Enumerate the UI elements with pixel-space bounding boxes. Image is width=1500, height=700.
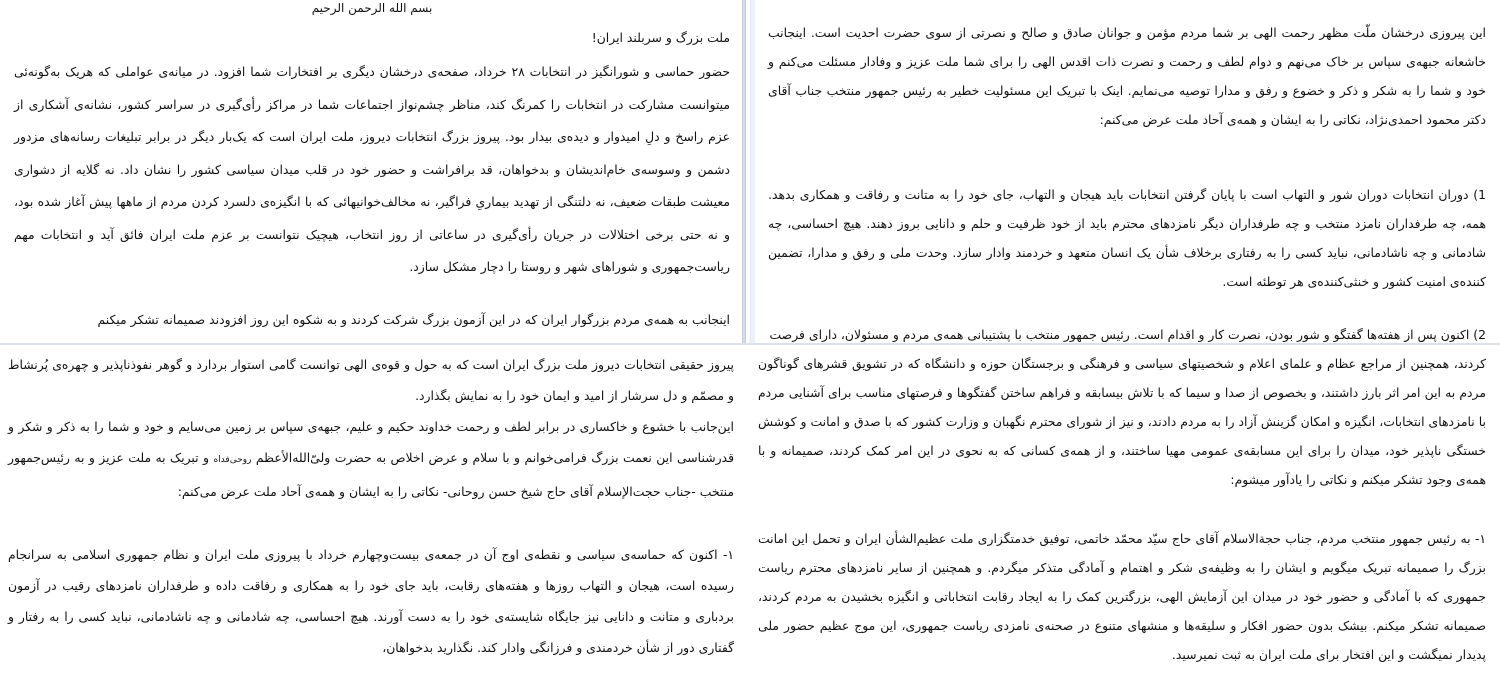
pane-divider [742, 0, 746, 345]
document-pane-top-right [760, 0, 1500, 345]
paragraph: ۱- اکنون که حماسه‌ی سیاسی و نقطه‌ی اوج آن در جمعه‌ی بیست‌وچهارم خرداد با پیروزی ملت ایران و نظام جمهوری اسلامی به سرانجام رسیده است، هیجان و التهاب روزها و هفته‌های رقابت، باید جای خود را به همکاری و رفاقت داده و طرفداران نامزدهای رقیب در آزمون بردباری و متانت و دانایی نیز جایگاه شایسته‌ی خود را به دست آورند. هیچ احساسی، چه شادمانی و چه ناشادمانی، نباید کسی را به رفتار و گفتاری دور از شأن خردمندی و فرزانگی وادار کند. نگذارید بدخواهان، [8, 547, 734, 655]
paragraph: ۱- به رئیس جمهور منتخب مردم، جناب حجةالاسلام آقای حاج سیّد محمّد خاتمی، توفیق خدمتگزاری ملت عظیم‌الشأن ایران و تحمل این امانت بزرگ را صمیمانه تبریک میگویم و ایشان را به وظیفه‌ی شکر و اهتمام و آمادگی متذکر میگردم. و همچنین از سایر نامزدهای محترم ریاست جمهوری که با آمادگی و حضور خود در میدان این آزمایش الهی، بزرگترین کمک را به ایجاد رقابت انتخاباتی و انگیزه بخشیدن به مردم کردند، صمیمانه تشکر میکنم. بیشک بدون حضور افکار و سلیقه‌ها و منشهای متنوع در صحنه‌ی نامزدی ریاست جمهوری، این موج عظیم حضور ملی پدیدار نمیگشت و این افتخار برای ملت ایران به ثبت نمیرسید. [758, 531, 1486, 662]
paragraph: 1) دوران انتخابات دوران شور و التهاب است با پایان گرفتن انتخابات باید هیجان و التهاب، جای خود را به متانت و رفاقت و همکاری بدهد. همه، چه طرفداران نامزد منتخب و چه طرفداران دیگر نامزدهای محترم باید از خود ظرفیت و حلم و دانایی بروز دهند. هیچ احساسی، چه شادمانی و چه ناشادمانی، نباید کسی را به رفتاری برخلاف شأن یک انسان متعهد و خردمند وادار سازد. وحدت ملی و رفق و مدارا، تضمین کننده‌ی امنیت کشور و خنثی‌کننده‌ی هر توطئه است. [768, 187, 1486, 289]
document-pane-bottom-right [750, 345, 1500, 700]
greeting-line: ملت بزرگ و سربلند ایران! [591, 30, 730, 45]
paragraph-cut-off: 2) اکنون پس از هفته‌ها گفتگو و شور بودن، نصرت کار و اقدام است. رئیس جمهور منتخب با پشتیبانی همه‌ی مردم و مسئولان، دارای فرصت [769, 327, 1486, 342]
document-pane-bottom-left [0, 345, 746, 700]
paragraph: حضور حماسی و شورانگیز در انتخابات ۲۸ خرداد، صفحه‌ی درخشان دیگری بر افتخارات شما افزود. در میانه‌ی عواملی که هریک به‌گونه‌ئی میتوانست مشارکت در انتخابات را کمرنگ کند، مناظر چشم‌نواز اجتماعات شما در مراکز رأی‌گیری در سراسر کشور، نشانه‌ی آشکاری از عزم راسخ و دلِ امیدوار و دیده‌ی بیدار بود. پیروز بزرگ انتخابات دیروز، ملت ایران است که یک‌بار دیگر در برابر تبلیغات رسانه‌های مزدور دشمن و وسوسه‌ی خام‌اندیشان و بدخواهان، قد برافراشت و حضور خود در قلب میدان سیاسی کشور را نشان داد. نه گلایه از دشواری معیشت طبقات ضعیف، نه دلتنگی از تهدید بیماریِ فراگیر، نه مخالف‌خوانیهائی که با انگیزه‌ی دلسرد کردن مردم از ماهها پیش آغاز شده بود، و نه حتی برخی اختلالات در جریان رأی‌گیری در ساعاتی از روز انتخاب، هیچیک نتوانست بر عزم ملت ایران فائق آید و انتخابات مهم ریاست‌جمهوری و شوراهای شهر و روستا را دچار مشکل سازد. [14, 64, 730, 274]
basmala-heading: بسم الله الرحمن الرحيم [311, 1, 433, 15]
document-pane-top-left [0, 0, 742, 345]
paragraph: این پیروزی درخشان ملّت مظهر رحمت الهی بر شما مردم مؤمن و جوانان صادق و صالح و نصرتی از سوی حضرت احدیت است. اینجانب خاشعانه جبهه‌ی سپاس بر خاک می‌نهم و دوام لطف و رحمت و نصرت ذات اقدس الهی را برای شما ملت عزیز و وفادار مسئلت می‌کنم و خود و شما را به شکر و ذکر و خضوع و رفق و مدارا توصیه می‌نمایم. اینک با تبریک این مسئولیت خطیر به رئیس جمهور منتخب جناب آقای دکتر محمود احمدی‌نژاد، نکاتی را به ایشان و همه‌ی آحاد ملت عرض می‌کنم: [768, 25, 1486, 127]
paragraph: کردند، همچنین از مراجع عظام و علمای اعلام و شخصیتهای سیاسی و فرهنگی و برجستگان حوزه و دانشگاه که در تشویق قشرهای گوناگون مردم به این امر اثر بارز داشتند، و بخصوص از صدا و سیما که با تلاش بیسابقه و فراهم ساختن گفتگوها و فرصتهای مناسب برای آشنایی مردم با نامزدهای انتخابات، انگیزه و امکان گزینش آزاد را به مردم دادند، و نیز از شورای محترم نگهبان و وزارت کشور که با صدق و امانت و کوشش خستگی ناپذیر خود، میدان را برای این مسابقه‌ی عمومی مهیا ساختند، و از همه‌ی کسانی که به نحوی در این امر کمک کردند، صمیمانه و با همه‌ی وجود تشکر میکنم و نکاتی را یادآور میشوم: [758, 356, 1486, 487]
paragraph-text: و تبریک به ملت عزیز و به رئیس‌جمهور منتخب -جناب حجت‌الإسلام آقای حاج شیخ حسن روحانی- نکاتی را به ایشان و همه‌ی آحاد ملت عرض می‌کنم: [8, 450, 734, 499]
paragraph: پیروز حقیقی انتخابات دیروز ملت بزرگ ایران است که به حول و قوه‌ی الهی توانست گامی استوار بردارد و گوهر نفوذناپذیر و چهره‌ی پُرنشاط و مصمّم و دل سرشار از امید و ایمان خود را به نمایش بگذارد. [8, 357, 734, 403]
pane-divider [750, 0, 755, 345]
honorific-text: روحی‌فداه [213, 455, 252, 465]
paragraph-text: این‌جانب با خشوع و خاکساری در برابر لطف و رحمت خداوند حکیم و علیم، جبهه‌ی سپاس بر زمین می‌سایم و خود و شما را به ذکر و شکر و قدرشناسی این نعمت بزرگ فرامی‌خوانم و با سلام و عرض اخلاص به حضرت ولیّ‌الله‌الأعظم [8, 419, 734, 465]
paragraph [8, 411, 734, 507]
paragraph-cut-off: اینجانب به همه‌ی مردم بزرگوار ایران که در این آزمون بزرگ شرکت کردند و به شکوه این روز افزودند صمیمانه تشکر میکنم [97, 311, 730, 327]
